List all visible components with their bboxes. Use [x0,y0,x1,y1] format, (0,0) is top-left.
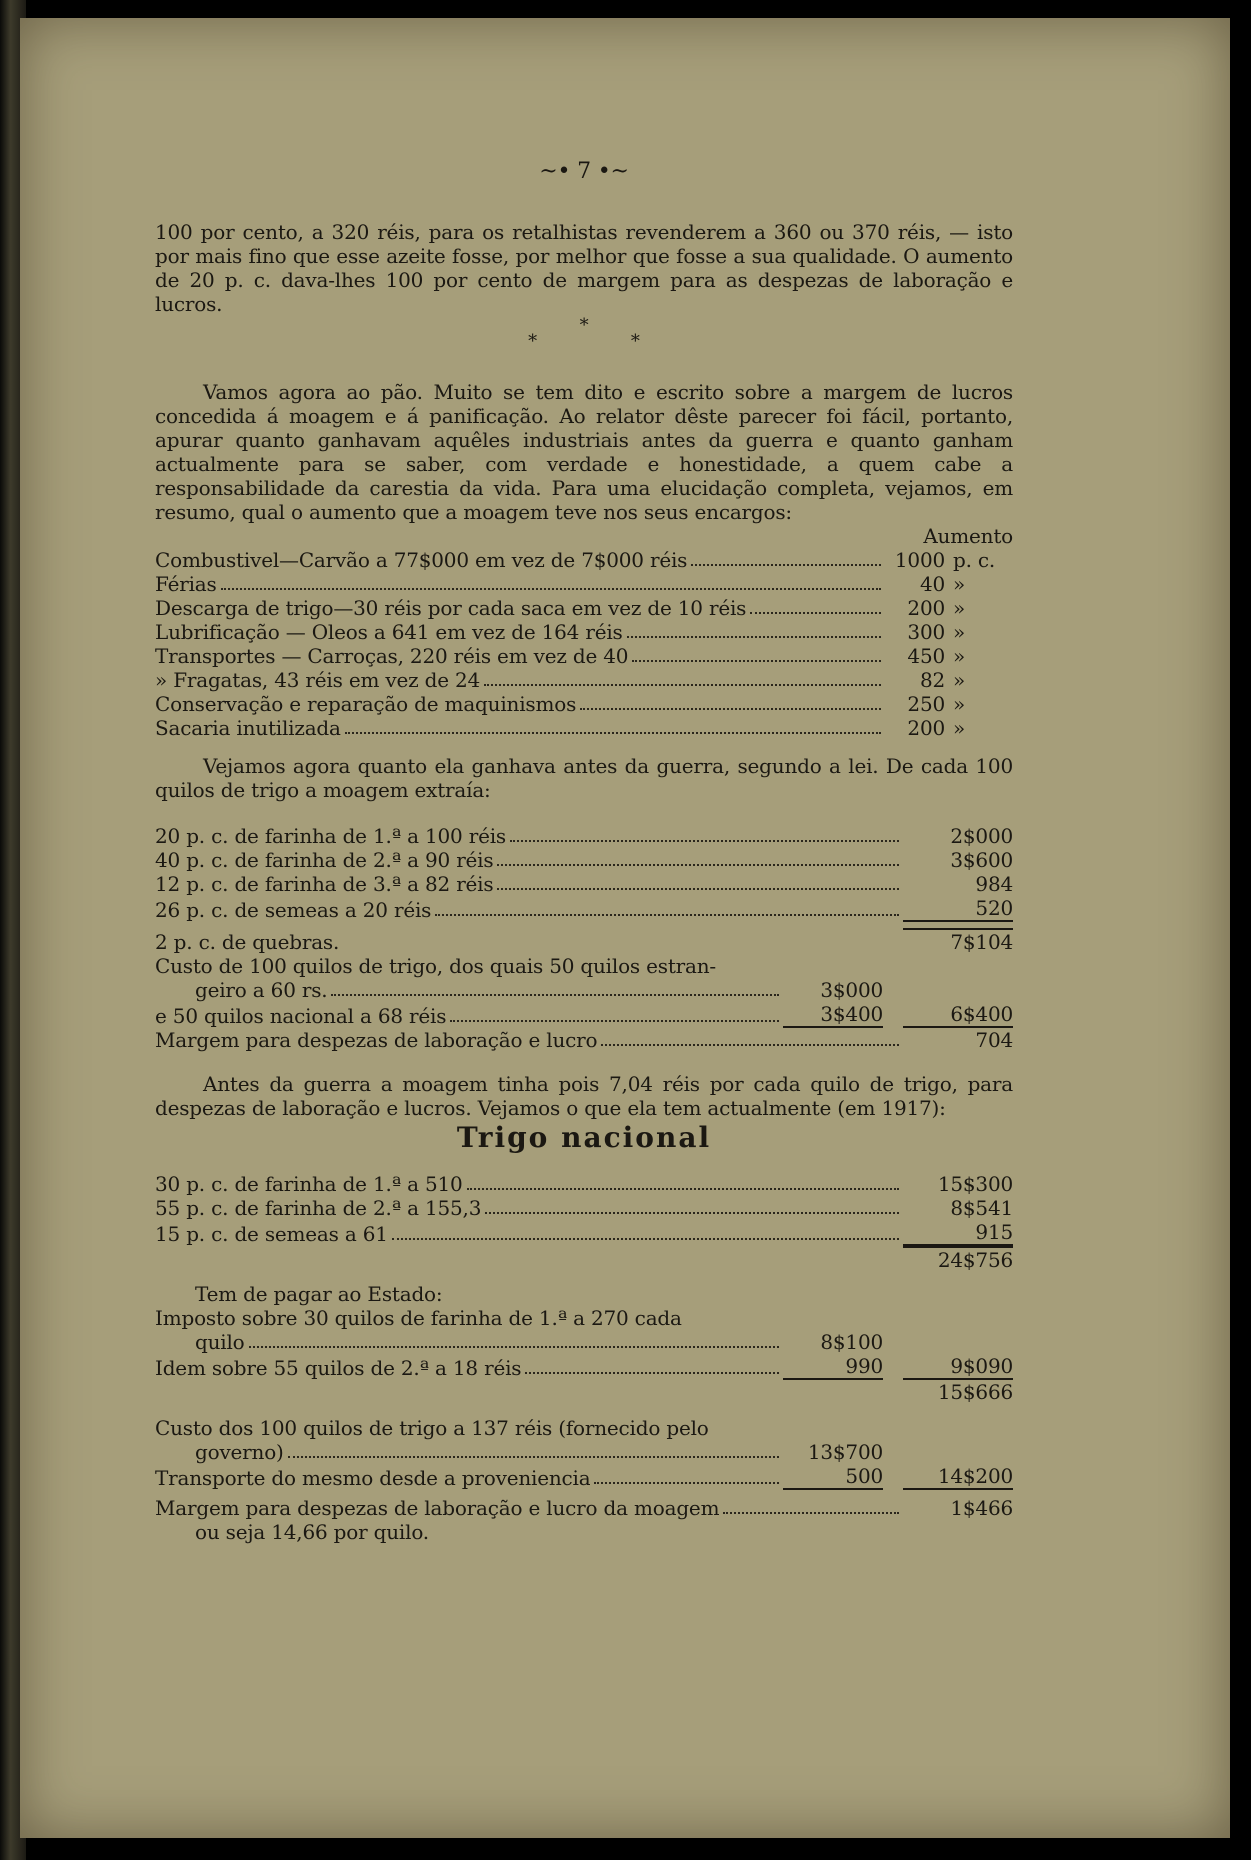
agora-row [155,1196,1013,1220]
idem-row: Idem sobre 55 quilos de 2.ª a 18 réis 990 9$090 [155,1354,1013,1380]
imposto-line2: quilo 8$100 [195,1330,883,1354]
section-title: Trigo nacional [456,1121,712,1154]
encargo-row [155,668,1013,692]
custo-agora-line2: governo) 13$700 [195,1440,883,1464]
antes-row [155,872,1013,896]
encargo-row-label: Lubrificação — Oleos a 641 em vez de 164 réis [155,620,623,644]
agora-table [155,1172,1013,1246]
encargo-row [155,644,1013,668]
encargo-row-value: 200 [907,596,945,620]
encargo-row-unit: » [953,596,966,620]
aumento-header: Aumento [923,524,1013,548]
agora-row-value: 15$300 [937,1172,1013,1196]
encargo-row-label: Sacaria inutilizada [155,716,341,740]
custo-agora-line1: Custo dos 100 quilos de trigo a 137 réis (fornecido pelo [155,1416,709,1440]
encargo-row-unit: » [953,644,966,668]
page-content [155,160,1013,1544]
paragraph-antes: Vejamos agora quanto ela ganhava antes da guerra, segundo a lei. De cada 100 quilos de trigo a moagem extraía: [155,754,1013,802]
estado-subtotal-row: 15$666 [937,1380,1013,1404]
agora-row-label: 55 p. c. de farinha de 2.ª a 155,3 [155,1196,482,1220]
margem-antes-row: Margem para despezas de laboração e lucro 704 [155,1028,1013,1052]
encargo-row-value: 200 [907,716,945,740]
antes-row-label: 40 p. c. de farinha de 2.ª a 90 réis [155,848,494,872]
antes-table [155,824,1013,922]
antes-row-value: 2$000 [950,824,1013,848]
encargo-row-value: 82 [919,668,945,692]
encargo-row-label: Conservação e reparação de maquinismos [155,692,577,716]
encargo-row-unit: » [953,620,966,644]
encargo-row-unit: p. c. [953,548,996,572]
antes-row [155,848,1013,872]
custo-antes-line2: geiro a 60 rs. 3$000 [195,978,883,1002]
agora-total-row: 24$756 [155,1246,1013,1272]
agora-row [155,1220,1013,1246]
encargo-row [155,692,1013,716]
encargo-row-value: 1000 [894,548,945,572]
section-separator: * * * [528,315,684,352]
encargo-row [155,716,1013,740]
margem-agora-line2: ou seja 14,66 por quilo. [195,1520,429,1544]
intro-paragraph: 100 por cento, a 320 réis, para os retalhistas revenderem a 360 ou 370 réis, — isto por mais fino que esse azeite fosse, por melhor que fosse a sua qualidade. O aumento de 20 p. c. dava-lhes 100 por cento de margem para as despezas de laboração e lucros. [155,220,1013,316]
encargo-row-value: 450 [907,644,945,668]
quebras-row: 2 p. c. de quebras. 7$104 [155,930,1013,954]
encargo-row-label: Descarga de trigo—30 réis por cada saca em vez de 10 réis [155,596,747,620]
margem-agora-row: Margem para despezas de laboração e lucro da moagem 1$466 [155,1496,1013,1520]
encargo-row-label: Transportes — Carroças, 220 réis em vez de 40 [155,644,629,668]
agora-row-value: 915 [903,1220,1013,1246]
agora-row-label: 15 p. c. de semeas a 61 [155,1222,388,1246]
antes-row [155,896,1013,922]
encargo-row-value: 300 [907,620,945,644]
custo-antes-line3: e 50 quilos nacional a 68 réis 3$400 6$400 [155,1002,1013,1028]
agora-row [155,1172,1013,1196]
page-number: 7 [577,159,591,184]
encargo-row-label: Combustivel—Carvão a 77$000 em vez de 7$000 réis [155,548,688,572]
agora-row-label: 30 p. c. de farinha de 1.ª a 510 [155,1172,463,1196]
page-header: ~• 7 •~ [539,159,629,184]
antes-row-value: 3$600 [950,848,1013,872]
antes-row [155,824,1013,848]
encargo-row-label: Férias [155,572,217,596]
custo-antes-line1: Custo de 100 quilos de trigo, dos quais 50 quilos estran- [155,954,716,978]
encargo-row-unit: » [953,668,966,692]
imposto-line1: Imposto sobre 30 quilos de farinha de 1.ª a 270 cada [155,1306,682,1330]
encargo-row [155,572,1013,596]
paragraph-pao: Vamos agora ao pão. Muito se tem dito e escrito sobre a margem de lucros concedida á moagem e á panificação. Ao relator dêste parecer foi fácil, portanto, apurar quanto ganhavam aquêles industriais antes da guerra e quanto ganham actualmente para se saber, com verdade e honestidade, a quem cabe a responsabilidade da carestia da vida. Para uma elucidação completa, vejamos, em resumo, qual o aumento que a moagem teve nos seus encargos: [155,380,1013,524]
antes-row-value: 520 [903,896,1013,922]
encargo-row-unit: » [953,572,966,596]
encargo-row [155,548,1013,572]
encargo-row [155,596,1013,620]
antes-total: 7$104 [903,928,1013,954]
encargo-row-value: 40 [919,572,945,596]
encargo-row-label: » Fragatas, 43 réis em vez de 24 [155,668,481,692]
antes-row-label: 26 p. c. de semeas a 20 réis [155,898,432,922]
encargos-table [155,548,1013,740]
antes-row-label: 12 p. c. de farinha de 3.ª a 82 réis [155,872,494,896]
antes-row-value: 984 [975,872,1013,896]
encargo-row-value: 250 [907,692,945,716]
encargo-row-unit: » [953,692,966,716]
encargo-row-unit: » [953,716,966,740]
encargo-row [155,620,1013,644]
agora-row-value: 8$541 [950,1196,1013,1220]
transporte-row: Transporte do mesmo desde a proveniencia 500 14$200 [155,1464,1013,1490]
estado-title: Tem de pagar ao Estado: [195,1282,443,1306]
paragraph-agora: Antes da guerra a moagem tinha pois 7,04 réis por cada quilo de trigo, para despezas de laboração e lucros. Vejamos o que ela tem actualmente (em 1917): [155,1072,1013,1120]
antes-row-label: 20 p. c. de farinha de 1.ª a 100 réis [155,824,506,848]
